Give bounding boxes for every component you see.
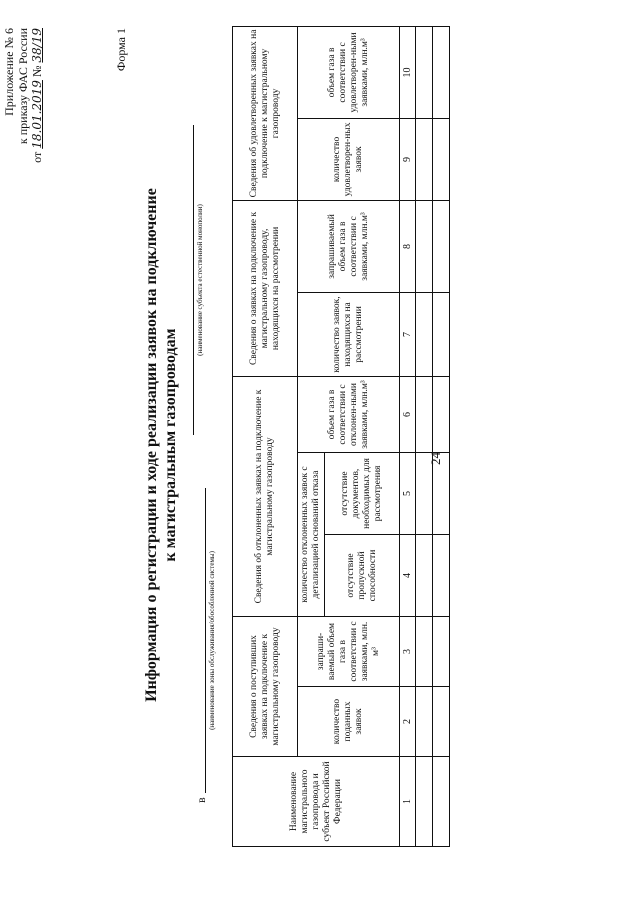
annex-line-1: Приложение № 6 — [2, 28, 16, 116]
table-cell — [433, 687, 450, 757]
table-cell — [433, 292, 450, 376]
table-cell — [416, 26, 433, 118]
title-line-2: к магистральным газопроводам — [162, 328, 179, 562]
header-satisfied-volume: объем газа в соответствии с удовлетворен-ными заявками, млн.м³ — [298, 26, 400, 118]
table-cell — [433, 757, 450, 847]
table-cell — [416, 118, 433, 200]
table-cell — [433, 535, 450, 617]
page-number: 24 — [428, 452, 443, 465]
column-number-row — [400, 26, 416, 846]
monopoly-fill-line — [193, 125, 194, 435]
column-number: 10 — [400, 26, 416, 118]
table-cell — [416, 292, 433, 376]
table-cell — [433, 617, 450, 687]
header-incoming: Сведения о поступивших заявках на подключение к магистральному газопроводу — [233, 617, 298, 757]
column-number: 2 — [400, 687, 416, 757]
blank-data-row — [416, 26, 433, 846]
header-under-review: Сведения о заявках на подключение к магистральному газопроводу, находящихся на рассмотрении — [233, 200, 298, 376]
annex-number-prefix: № — [30, 65, 44, 78]
table-cell — [416, 376, 433, 452]
table-cell — [433, 453, 450, 535]
table-cell — [416, 200, 433, 292]
column-number: 3 — [400, 617, 416, 687]
title-line-1: Информация о регистрации и ходе реализации заявок на подключение — [143, 188, 160, 702]
header-under-review-volume: запрашиваемый объем газа в соответствии с заявками, млн.м³ — [298, 200, 400, 292]
header-rejected-volume: объем газа в соответствии с отклонен-ными заявками, млн.м³ — [298, 376, 400, 452]
table-cell — [433, 200, 450, 292]
column-number: 8 — [400, 200, 416, 292]
blank-data-row — [433, 26, 450, 846]
header-rejected-count-detail: количество отклоненных заявок с детализацией оснований отказа — [298, 453, 325, 617]
table-cell — [433, 118, 450, 200]
header-rejected: Сведения об отклоненных заявках на подключение к магистральному газопроводу — [233, 376, 298, 616]
annex-date-value: 18.01.2019 — [30, 80, 44, 149]
table-cell — [416, 617, 433, 687]
header-satisfied: Сведения об удовлетворенных заявках на подключение к магистральному газопроводу — [233, 26, 298, 200]
header-incoming-volume: запраши-ваемый объем газа в соответствии с заявками, млн. м³ — [298, 617, 400, 687]
table-cell — [433, 376, 450, 452]
column-number: 9 — [400, 118, 416, 200]
column-number: 1 — [400, 757, 416, 847]
header-satisfied-count: количество удовлетворен-ных заявок — [298, 118, 400, 200]
zone-prefix: в — [194, 797, 208, 803]
table-cell — [416, 757, 433, 847]
annex-date-prefix: от — [30, 151, 44, 163]
table-cell — [433, 26, 450, 118]
zone-caption: (наименование зоны обслуживания/обособленной системы) — [208, 551, 216, 730]
annex-reference — [2, 28, 44, 163]
table-cell — [416, 687, 433, 757]
column-number: 4 — [400, 535, 416, 617]
column-number: 7 — [400, 292, 416, 376]
header-name: Наименование магистрального газопровода и субъект Российской Федерации — [233, 757, 400, 847]
document-title — [142, 125, 180, 765]
header-under-review-count: количество заявок, находящихся на рассмотрении — [298, 292, 400, 376]
header-rejected-no-docs: отсутствие документов, необходимых для рассмотрения — [325, 453, 400, 535]
form-label: Форма 1 — [114, 28, 128, 72]
header-incoming-count: количество поданных заявок — [298, 687, 400, 757]
table-cell — [416, 535, 433, 617]
annex-line-2: к приказу ФАС России — [16, 28, 30, 145]
annex-date-line — [30, 28, 44, 163]
column-number: 5 — [400, 453, 416, 535]
monopoly-caption: (наименование субъекта естественной монополии) — [196, 204, 204, 356]
column-number: 6 — [400, 376, 416, 452]
annex-number-value: 38/19 — [30, 28, 44, 63]
header-rejected-no-capacity: отсутствие пропускной способности — [325, 535, 400, 617]
table-cell — [416, 453, 433, 535]
applications-table — [232, 26, 450, 847]
zone-fill-line — [205, 488, 206, 793]
